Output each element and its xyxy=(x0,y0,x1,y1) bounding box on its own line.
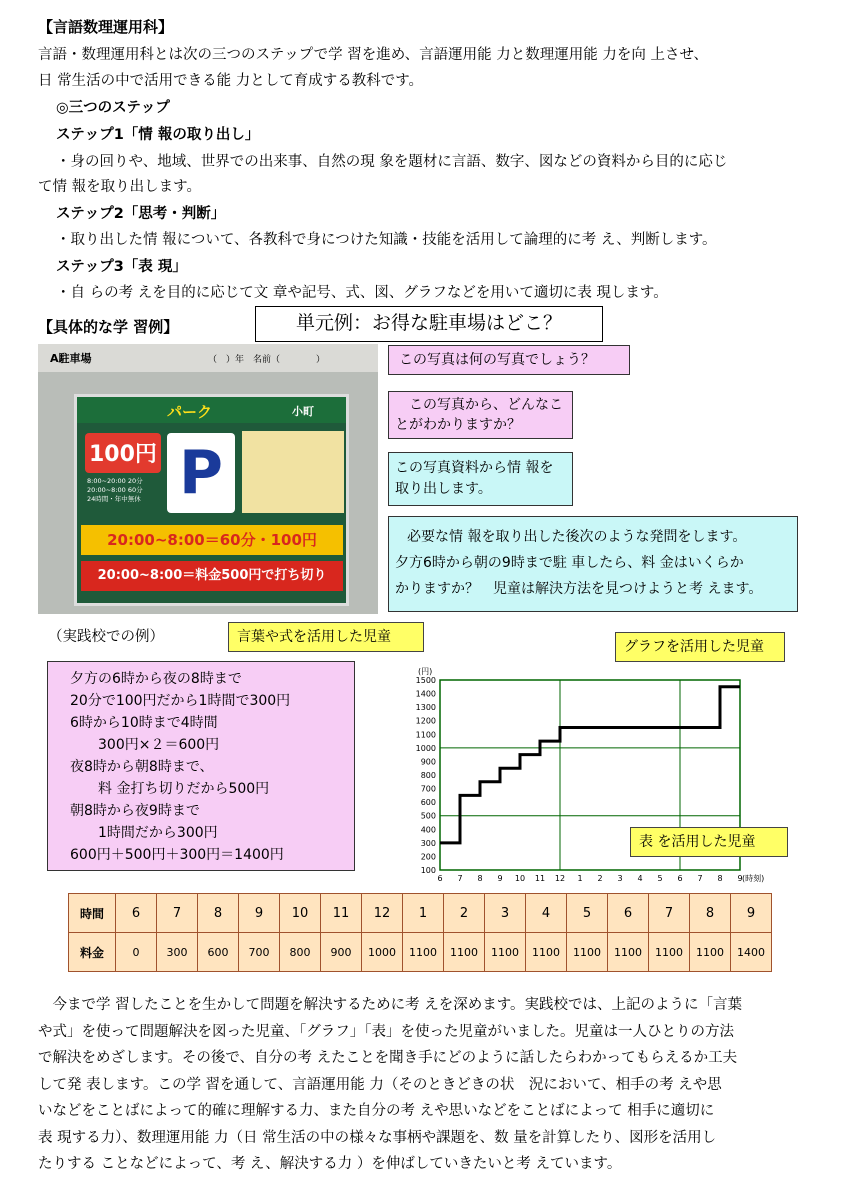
step2-title: ステップ2「思考・判断」 xyxy=(56,206,226,222)
y-tick-label: 1400 xyxy=(415,689,436,699)
step2-text: ・取り出した情 報について、各教科で身につけた知識・技能を活用して論理的に考 え、判断します。 xyxy=(56,232,717,248)
step3-text: ・自 らの考 えを目的に応じて文 章や記号、式、図、グラフなどを用いて適切に表 現します。 xyxy=(56,285,668,301)
row-header-fee: 料金 xyxy=(69,933,116,972)
question-box-1: この写真は何の写真でしょう？ xyxy=(388,345,630,375)
parking-sign xyxy=(74,394,349,606)
conclusion-line: たりする ことなどによって、考 え、解決する力 ）を伸ばしていきたいと考 えています。 xyxy=(38,1156,622,1172)
calc-line: 夜8時から朝8時まで、 xyxy=(70,759,214,775)
calc-box xyxy=(47,661,355,871)
x-tick-label: 9 xyxy=(497,874,503,883)
calc-line: 料 金打ち切りだから500円 xyxy=(70,781,270,797)
sign-price-detail: 8:00~20:00 20分 20:00~8:00 60分 24時間・年中無休 xyxy=(87,477,143,503)
fee-cell: 800 xyxy=(280,933,321,972)
x-tick-label: 6 xyxy=(437,874,443,883)
y-tick-label: 100 xyxy=(420,866,436,875)
question-box-4: 必要な情 報を取り出した後次のような発問をします。 夕方6時から朝の9時まで駐 車したら、料 金はいくらか かりますか？ 児童は解決方法を見つけようと考 えます。 xyxy=(388,516,798,612)
conclusion-line: で解決をめざします。その後で、自分の考 えたことを聞き手にどのように話したらわかってもらえるか工夫 xyxy=(38,1050,738,1066)
y-tick-label: 400 xyxy=(420,825,436,835)
y-tick-label: 1500 xyxy=(415,676,436,685)
y-tick-label: 1100 xyxy=(415,730,436,740)
x-tick-label: 5 xyxy=(657,874,663,883)
conclusion-line: や式」を使って問題解決を図った児童、「グラフ」「表」を使った児童がいました。児童は一人ひとりの方法 xyxy=(38,1023,734,1040)
section-title: 【言語数理運用科】 xyxy=(38,18,174,36)
conclusion-line: いなどをことばによって的確に理解する力、また自分の考 えや思いなどをことばによって 相手に適切に xyxy=(38,1103,715,1119)
step3-title: ステップ3「表 現」 xyxy=(56,259,187,275)
hour-cell: 2 xyxy=(444,894,485,933)
x-axis-label: (時刻) xyxy=(742,874,765,883)
fee-cell: 1100 xyxy=(690,933,731,972)
conclusion-line: して発 表します。この学 習を通して、言語運用能 力（そのときどきの状 況において、相手の考 えや思 xyxy=(38,1076,722,1093)
hour-cell: 7 xyxy=(649,894,690,933)
step1-title: ステップ1「情 報の取り出し」 xyxy=(56,127,260,143)
fee-cell: 900 xyxy=(321,933,362,972)
x-tick-label: 11 xyxy=(534,874,546,883)
conclusion-paragraph xyxy=(38,992,742,1178)
x-tick-label: 9 xyxy=(737,874,743,883)
hour-cell: 10 xyxy=(280,894,321,933)
calc-line: 夕方の6時から夜の8時まで xyxy=(70,671,242,687)
hour-cell: 6 xyxy=(116,894,157,933)
fee-cell: 300 xyxy=(157,933,198,972)
fee-cell: 1400 xyxy=(731,933,772,972)
y-tick-label: 800 xyxy=(420,771,436,780)
hour-cell: 9 xyxy=(239,894,280,933)
sign-brand: パーク xyxy=(167,403,213,421)
x-tick-label: 1 xyxy=(577,874,583,883)
fee-cell: 1100 xyxy=(608,933,649,972)
sign-band-2: 20:00~8:00＝料金500円で打ち切り xyxy=(81,561,343,591)
conclusion-line: 表 現する力）、数理運用能 力（日 常生活の中の様々な事柄や課題を、数 量を計算したり、図形を活用し xyxy=(38,1129,717,1146)
x-tick-label: 6 xyxy=(677,874,683,883)
example-heading: 【具体的な学 習例】 xyxy=(38,318,179,336)
row-header-time: 時間 xyxy=(69,894,116,933)
x-tick-label: 8 xyxy=(717,874,723,883)
hour-cell: 8 xyxy=(198,894,239,933)
x-tick-label: 7 xyxy=(457,874,463,883)
sign-price: 100円 xyxy=(89,442,157,467)
x-tick-label: 10 xyxy=(514,874,526,883)
y-axis-label: (円) xyxy=(418,667,433,676)
fee-cell: 1100 xyxy=(403,933,444,972)
x-tick-label: 4 xyxy=(637,874,643,883)
y-tick-label: 300 xyxy=(420,838,436,848)
y-tick-label: 200 xyxy=(420,852,436,862)
callout-table: 表 を活用した児童 xyxy=(630,827,788,857)
hour-cell: 4 xyxy=(526,894,567,933)
intro-line-1: 言語・数理運用科とは次の三つのステップで学 習を進め、言語運用能 力と数理運用能 力を向 上させ、 xyxy=(38,47,709,63)
x-tick-label: 12 xyxy=(554,874,566,883)
photo-label: A駐車場 xyxy=(50,352,92,365)
hour-cell: 3 xyxy=(485,894,526,933)
x-tick-label: 8 xyxy=(477,874,483,883)
y-tick-label: 1000 xyxy=(415,743,436,753)
hour-cell: 6 xyxy=(608,894,649,933)
hour-cell: 1 xyxy=(403,894,444,933)
intro-line-2: 日 常生活の中で活用できる能 力として育成する教科です。 xyxy=(38,73,424,89)
x-tick-label: 3 xyxy=(617,874,623,883)
calc-line: 6時から10時まで4時間 xyxy=(70,715,218,731)
step1-text-1: ・身の回りや、地域、世界での出来事、自然の現 象を題材に言語、数字、図などの資料から目的に応じ xyxy=(56,154,728,170)
question-box-3: この写真資料から情 報を 取り出します。 xyxy=(388,452,573,506)
hour-cell: 11 xyxy=(321,894,362,933)
y-tick-label: 1300 xyxy=(415,703,436,713)
conclusion-line: 今まで学 習したことを生かして問題を解決するために考 えを深めます。実践校では、上記のように「言葉 xyxy=(38,997,743,1013)
parking-photo xyxy=(38,344,378,614)
fee-cell: 1100 xyxy=(444,933,485,972)
hour-cell: 7 xyxy=(157,894,198,933)
fee-cell: 1000 xyxy=(362,933,403,972)
fee-cell: 700 xyxy=(239,933,280,972)
calc-line: 20分で100円だから1時間で300円 xyxy=(70,693,291,709)
step1-text-2: て情 報を取り出します。 xyxy=(38,179,201,195)
fee-cell: 1100 xyxy=(567,933,608,972)
callout-graph: グラフを活用した児童 xyxy=(615,632,785,662)
x-tick-label: 7 xyxy=(697,874,703,883)
fee-cell: 1100 xyxy=(649,933,690,972)
sign-town: 小町 xyxy=(292,405,314,418)
parking-p-icon: P xyxy=(167,433,235,513)
hour-cell: 9 xyxy=(731,894,772,933)
y-tick-label: 700 xyxy=(420,784,436,794)
steps-heading: ◎三つのステップ xyxy=(56,100,170,116)
fee-cell: 600 xyxy=(198,933,239,972)
fee-cell: 0 xyxy=(116,933,157,972)
fee-cell: 1100 xyxy=(485,933,526,972)
hour-cell: 8 xyxy=(690,894,731,933)
question-box-2: この写真から、どんなこ とがわかりますか？ xyxy=(388,391,573,439)
y-tick-label: 600 xyxy=(420,798,436,808)
calc-line: 600円＋500円＋300円＝1400円 xyxy=(70,847,284,863)
calc-line: 300円×２＝600円 xyxy=(70,737,220,753)
x-tick-label: 2 xyxy=(597,874,603,883)
sign-band-1: 20:00~8:00＝60分・100円 xyxy=(81,525,343,555)
practice-label: （実践校での例） xyxy=(48,629,164,645)
calc-line: 朝8時から夜9時まで xyxy=(70,803,200,819)
y-tick-label: 900 xyxy=(420,757,436,767)
calc-line: 1時間だから300円 xyxy=(70,825,218,841)
unit-title: 単元例：お得な駐車場はどこ？ xyxy=(255,306,603,342)
hour-cell: 5 xyxy=(567,894,608,933)
photo-header-note: （ ）年 名前（ ） xyxy=(208,355,326,365)
y-tick-label: 1200 xyxy=(415,716,436,726)
y-tick-label: 500 xyxy=(420,811,436,821)
fee-cell: 1100 xyxy=(526,933,567,972)
fee-table xyxy=(68,893,772,972)
hour-cell: 12 xyxy=(362,894,403,933)
callout-words: 言葉や式を活用した児童 xyxy=(228,622,424,652)
